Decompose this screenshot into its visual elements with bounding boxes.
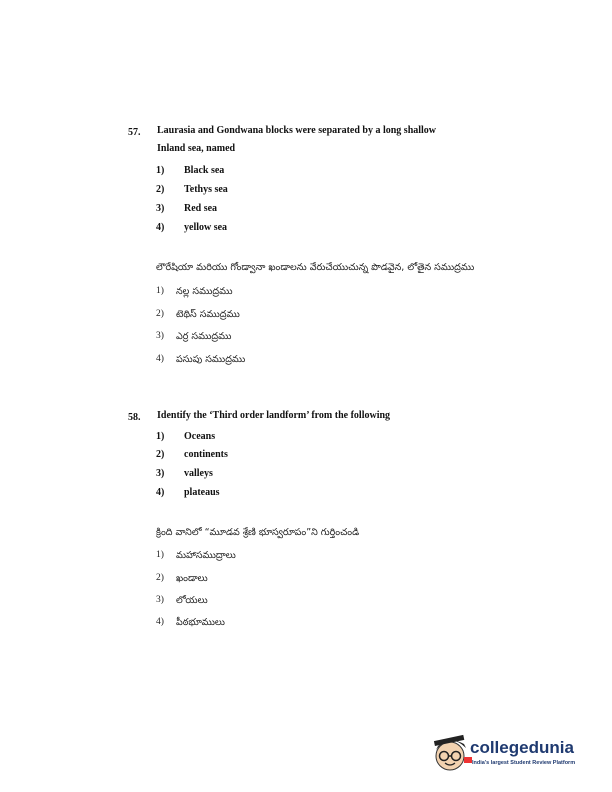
option-number: 3): [156, 468, 165, 479]
option-number: 1): [156, 165, 165, 176]
option-number: 4): [156, 487, 165, 498]
option-text: నల్ల సముద్రము: [176, 286, 233, 297]
option-text: ఖండాలు: [176, 573, 208, 584]
option-text: ఎర్ర సముద్రము: [176, 331, 232, 342]
question-text-line1: Identify the ‘Third order landform’ from the following: [157, 410, 391, 421]
option-text: valleys: [184, 468, 213, 479]
option-number: 4): [156, 617, 164, 627]
question-text-line1: Laurasia and Gondwana blocks were separated by a long shallow: [157, 125, 437, 136]
option-number: 2): [156, 184, 165, 195]
option-text: టెథిస్ సముద్రము: [176, 309, 240, 320]
option-number: 2): [156, 449, 165, 460]
option-number: 4): [156, 222, 165, 233]
option-text: Red sea: [184, 203, 218, 214]
option-number: 3): [156, 595, 164, 605]
option-text: Tethys sea: [184, 184, 228, 195]
option-text: పసుపు సముద్రము: [176, 354, 246, 365]
logo-wordmark: collegedunia: [470, 738, 574, 757]
question-number: 57.: [128, 127, 141, 138]
option-text: Black sea: [184, 165, 225, 176]
logo-tagline: India's largest Student Review Platform: [472, 760, 576, 766]
option-text: continents: [184, 449, 228, 460]
option-text: plateaus: [184, 487, 220, 498]
telugu-question-text: లౌరేషియా మరియు గోండ్వానా ఖండాలను వేరుచేయుచున్న పొడవైన, లోతైన సముద్రము: [156, 262, 475, 273]
option-number: 1): [156, 431, 165, 442]
option-number: 3): [156, 331, 164, 341]
option-text: పీఠభూములు: [176, 617, 225, 628]
option-number: 1): [156, 286, 164, 296]
option-text: Oceans: [184, 431, 216, 442]
option-number: 2): [156, 309, 164, 319]
telugu-question-text: క్రింది వానిలో “మూడవ శ్రేణి భూస్వరూపం”ని గుర్తించండి: [156, 527, 360, 538]
option-text: లోయలు: [176, 595, 208, 606]
option-number: 1): [156, 550, 164, 560]
question-number: 58.: [128, 412, 141, 423]
question-text-line2: Inland sea, named: [157, 143, 236, 154]
option-number: 4): [156, 354, 164, 364]
option-text: మహాసముద్రాలు: [176, 550, 236, 561]
option-number: 2): [156, 573, 164, 583]
option-number: 3): [156, 203, 165, 214]
option-text: yellow sea: [184, 222, 228, 233]
